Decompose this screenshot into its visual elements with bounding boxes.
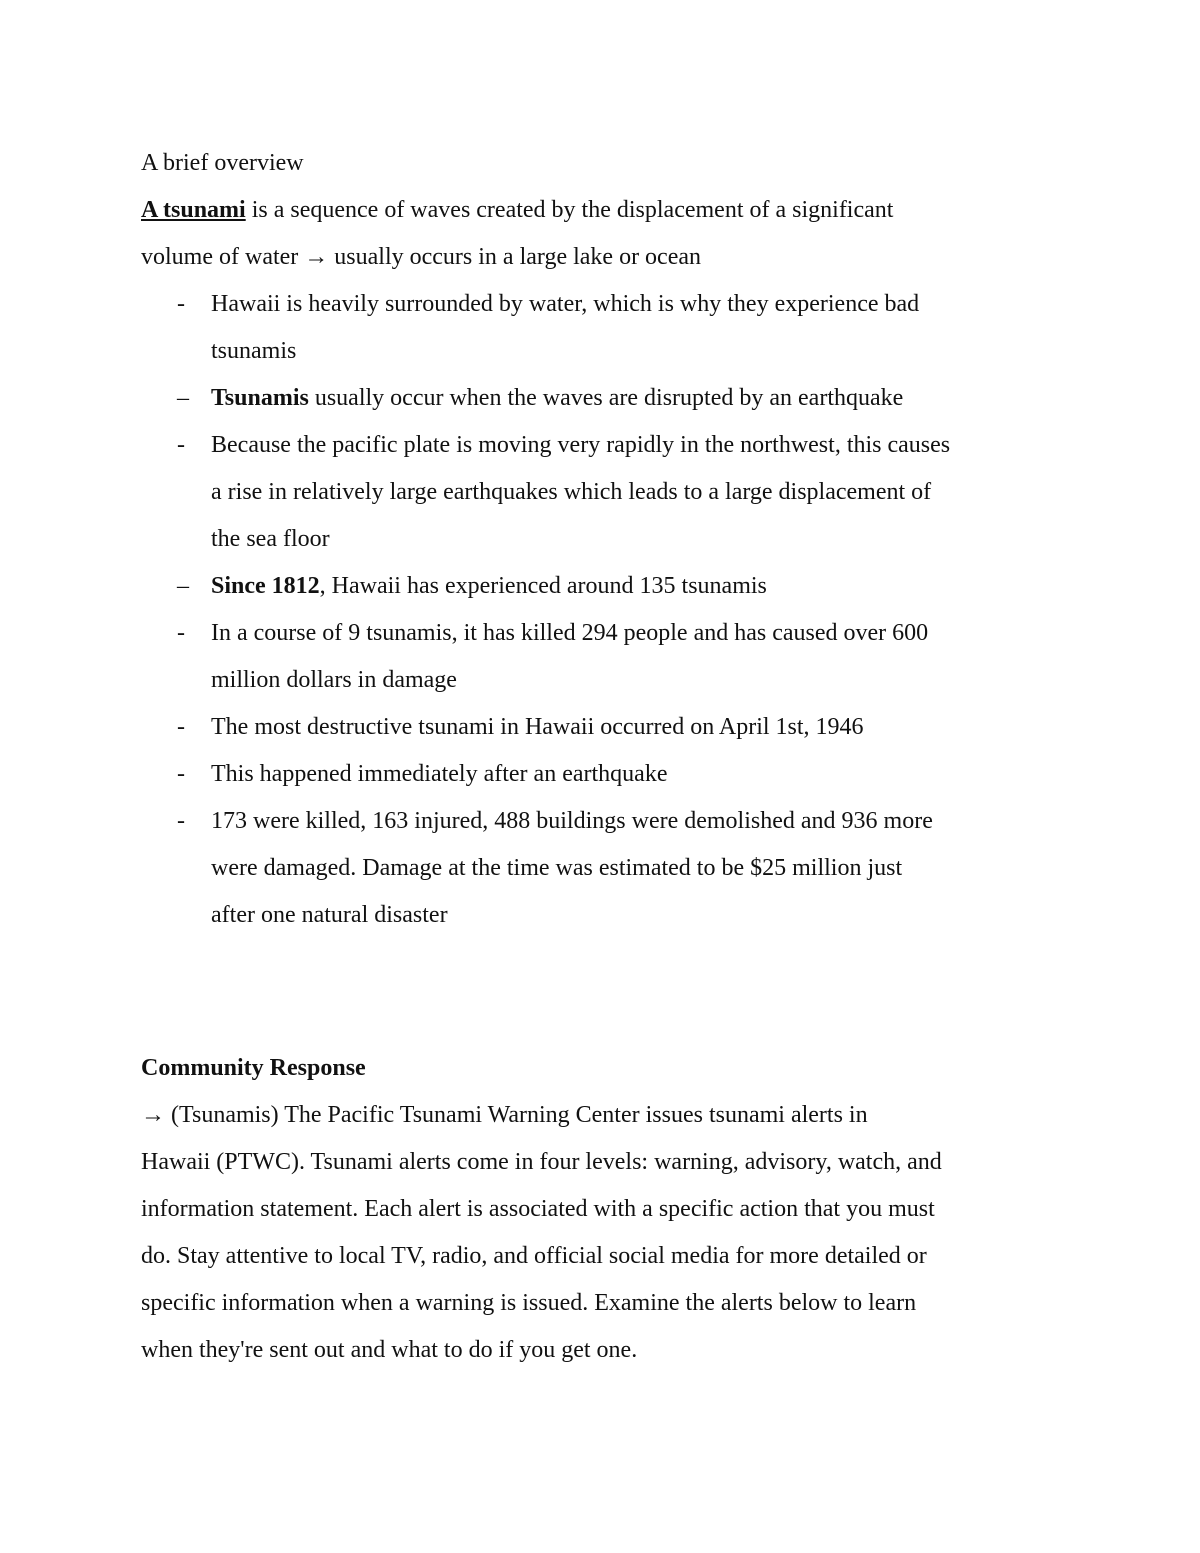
definition-text: is a sequence of waves created by the displacement of a significant xyxy=(245,197,894,223)
list-item-text: In a course of 9 tsunamis, it has killed 294 people and has caused over 600 xyxy=(211,620,929,646)
dash-marker: – xyxy=(177,385,189,411)
paragraph-line: specific information when a warning is issued. Examine the alerts below to learn xyxy=(141,1290,917,1316)
paragraph-line: → (Tsunamis) The Pacific Tsunami Warning Center issues tsunami alerts in xyxy=(141,1102,868,1128)
list-item xyxy=(141,751,1071,798)
bold-term: Tsunamis xyxy=(211,385,309,411)
paragraph-line: Hawaii (PTWC). Tsunami alerts come in four levels: warning, advisory, watch, and xyxy=(141,1149,942,1175)
list-item-text: tsunamis xyxy=(211,338,297,364)
list-item-text: Because the pacific plate is moving very rapidly in the northwest, this causes xyxy=(211,432,951,458)
list-item xyxy=(141,281,1071,375)
list-item-text xyxy=(211,563,1071,610)
section-title: Community Response xyxy=(141,1055,366,1081)
list-item-text: after one natural disaster xyxy=(211,902,448,928)
dash-marker: - xyxy=(177,620,185,646)
definition-line-1 xyxy=(141,187,1071,234)
dash-marker: – xyxy=(177,573,189,599)
list-item-rest: , Hawaii has experienced around 135 tsunamis xyxy=(319,573,767,599)
list-item-text: a rise in relatively large earthquakes which leads to a large displacement of xyxy=(211,479,932,505)
bold-term: Since 1812 xyxy=(211,573,320,599)
list-item-text: were damaged. Damage at the time was estimated to be $25 million just xyxy=(211,855,903,881)
list-item xyxy=(141,375,1071,422)
list-item-text: Hawaii is heavily surrounded by water, which is why they experience bad xyxy=(211,291,920,317)
community-response-section xyxy=(141,1045,1071,1374)
overview-section xyxy=(141,140,1071,939)
paragraph-line: when they're sent out and what to do if you get one. xyxy=(141,1337,638,1363)
list-item xyxy=(141,798,1071,939)
list-item-text: This happened immediately after an earthquake xyxy=(211,761,668,787)
tsunami-term: A tsunami xyxy=(141,197,246,223)
list-item-text: million dollars in damage xyxy=(211,667,457,693)
definition-line-2: volume of water → usually occurs in a large lake or ocean xyxy=(141,244,702,270)
list-item xyxy=(141,422,1071,563)
fact-list xyxy=(141,281,1071,939)
list-item-text xyxy=(211,375,1071,422)
list-item xyxy=(141,563,1071,610)
list-item-text: the sea floor xyxy=(211,526,330,552)
list-item xyxy=(141,704,1071,751)
paragraph-line: information statement. Each alert is associated with a specific action that you must xyxy=(141,1196,935,1222)
list-item-text: 173 were killed, 163 injured, 488 buildings were demolished and 936 more xyxy=(211,808,933,834)
dash-marker: - xyxy=(177,761,185,787)
paragraph-line: do. Stay attentive to local TV, radio, and official social media for more detailed or xyxy=(141,1243,927,1269)
dash-marker: - xyxy=(177,291,185,317)
dash-marker: - xyxy=(177,714,185,740)
list-item xyxy=(141,610,1071,704)
list-item-text: The most destructive tsunami in Hawaii occurred on April 1st, 1946 xyxy=(211,714,864,740)
overview-heading: A brief overview xyxy=(141,150,304,176)
dash-marker: - xyxy=(177,808,185,834)
dash-marker: - xyxy=(177,432,185,458)
list-item-rest: usually occur when the waves are disrupted by an earthquake xyxy=(308,385,904,411)
